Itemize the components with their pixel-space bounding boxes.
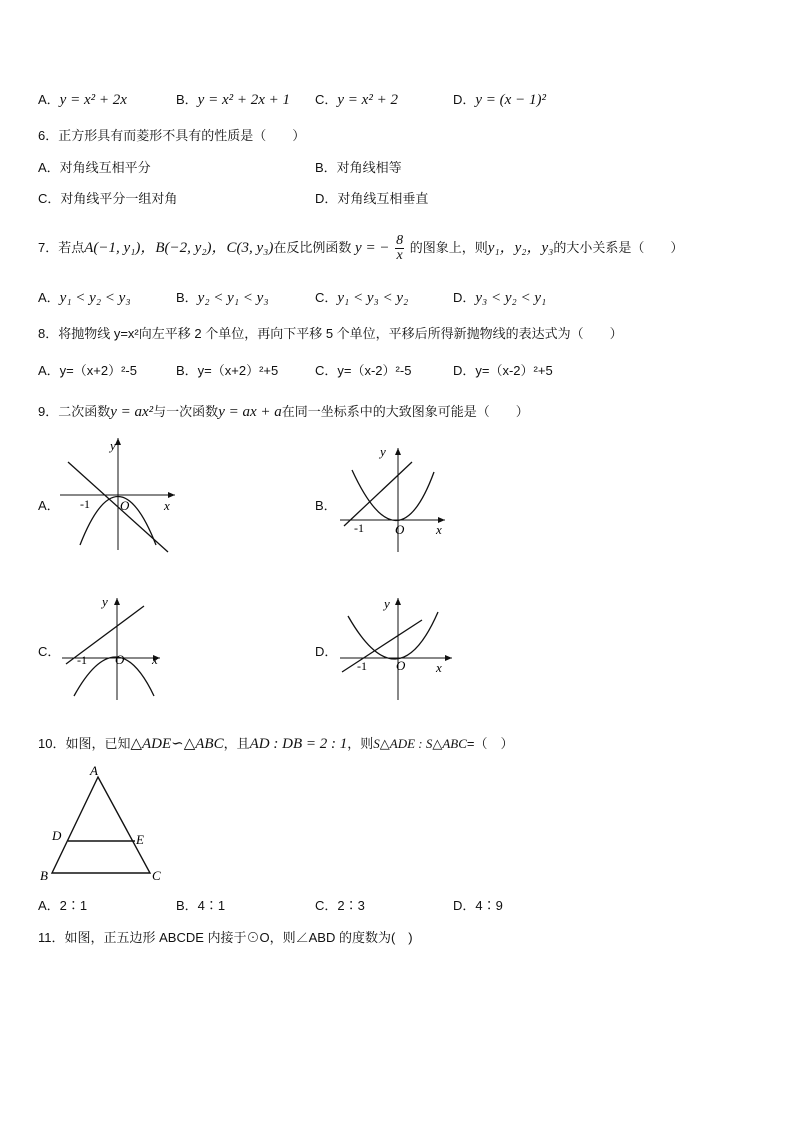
x-label: x — [436, 660, 442, 675]
y-axis-arrow — [114, 598, 120, 605]
q10-option-d: D．4∶9 — [453, 898, 503, 913]
q10-option-b: B．4∶1 — [176, 898, 226, 913]
q9-option-a-label: A． — [38, 498, 60, 513]
y-label: y — [102, 594, 108, 609]
q9-option-d-label: D． — [315, 644, 338, 659]
x-label: x — [164, 498, 170, 513]
q10-stem: 10．如图，已知△ADE∽△ABC，且AD : DB = 2 : 1，则S△ADE : S△ABC=（ ） — [38, 736, 514, 752]
vertex-b-label: B — [40, 868, 48, 883]
x-axis-arrow — [445, 655, 452, 661]
origin-label: O — [115, 652, 125, 667]
origin-label: O — [396, 658, 406, 673]
q9-option-b-label: B． — [315, 498, 337, 513]
q10-option-c: C．2∶3 — [315, 898, 365, 913]
q7-fraction: $\frac{8}{x}$ — [396, 233, 404, 263]
x-label: x — [436, 522, 442, 537]
minus-one-label: -1 — [80, 497, 90, 511]
q8-option-c: C．y=（x-2）²-5 — [315, 363, 412, 378]
minus-one-label: -1 — [77, 653, 87, 667]
q7-option-a: A．y₁ < y₂ < y₃ — [38, 290, 131, 306]
q8-option-d: D．y=（x-2）²+5 — [453, 363, 553, 378]
q5-option-d: D．y = (x − 1)² — [453, 92, 546, 108]
q9-graph-d — [340, 592, 458, 704]
line — [344, 462, 412, 526]
parabola — [348, 612, 438, 659]
q10-triangle-figure — [38, 763, 173, 888]
q8-option-a: A．y=（x+2）²-5 — [38, 363, 137, 378]
q9-graph-b — [340, 440, 455, 555]
q5-option-a: A．y = x² + 2x — [38, 92, 127, 108]
vertex-d-label: D — [52, 828, 62, 843]
q10-option-a: A．2∶1 — [38, 898, 88, 913]
q8-stem: 8．将抛物线 y=x²向左平移 2 个单位，再向下平移 5 个单位，平移后所得新抛物线的表达式为（ ） — [38, 326, 623, 341]
x-label: x — [152, 652, 158, 667]
q11-stem: 11．如图，正五边形 ABCDE 内接于⊙O，则∠ABD 的度数为( ) — [38, 930, 413, 945]
line — [342, 620, 422, 672]
y-axis-arrow — [395, 448, 401, 455]
y-axis-arrow — [115, 438, 121, 445]
q9-graph-a — [60, 430, 180, 555]
parabola — [352, 470, 434, 521]
q7-option-d: D．y₃ < y₂ < y₁ — [453, 290, 547, 306]
minus-one-label: -1 — [354, 521, 364, 535]
q7-stem: 7．若点A(−1, y₁)，B(−2, y₂)，C(3, y₃)在反比例函数 y = − $\frac{8}{x}$ 的图象上，则y₁，y₂，y₃的大小关系是（ ） — [38, 233, 684, 263]
q5-option-b: B．y = x² + 2x + 1 — [176, 92, 291, 108]
q6-option-c: C．对角线平分一组对角 — [38, 191, 178, 206]
q6-option-b: B．对角线相等 — [315, 160, 402, 175]
q6-stem: 6．正方形具有而菱形不具有的性质是（ ） — [38, 128, 306, 143]
y-axis-arrow — [395, 598, 401, 605]
y-label: y — [380, 444, 386, 459]
triangle-abc — [52, 777, 150, 873]
origin-label: O — [395, 522, 405, 537]
q6-option-a: A．对角线互相平分 — [38, 160, 151, 175]
q6-option-d: D．对角线互相垂直 — [315, 191, 429, 206]
q7-option-c: C．y₁ < y₃ < y₂ — [315, 290, 409, 306]
q9-stem: 9．二次函数y = ax²与一次函数y = ax + a在同一坐标系中的大致图象可能是（ ） — [38, 404, 529, 420]
vertex-e-label: E — [136, 832, 144, 847]
q7-option-b: B．y₂ < y₁ < y₃ — [176, 290, 269, 306]
q8-option-b: B．y=（x+2）²+5 — [176, 363, 279, 378]
vertex-c-label: C — [152, 868, 161, 883]
y-label: y — [110, 438, 116, 453]
minus-one-label: -1 — [357, 659, 367, 673]
y-label: y — [384, 596, 390, 611]
origin-label: O — [120, 498, 130, 513]
q5-option-c: C．y = x² + 2 — [315, 92, 398, 108]
q9-option-c-label: C． — [38, 644, 61, 659]
vertex-a-label: A — [90, 763, 98, 778]
q9-graph-c — [62, 592, 167, 704]
